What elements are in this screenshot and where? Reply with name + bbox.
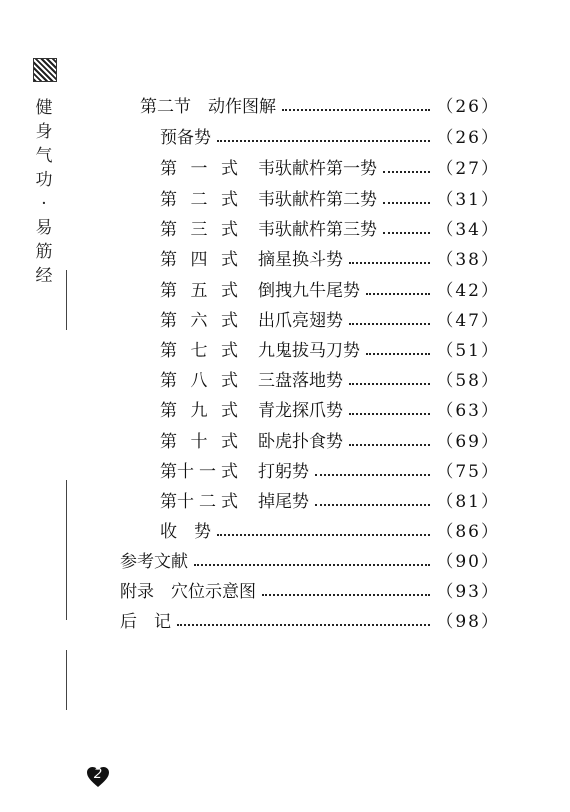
form-name: 三盘落地势 <box>258 371 343 391</box>
toc-page-number: （38） <box>436 250 500 270</box>
dot-leader <box>383 171 430 173</box>
form-name: 出爪亮翅势 <box>258 311 343 331</box>
margin-rule <box>66 270 67 330</box>
dot-leader <box>315 474 430 476</box>
form-number: 第十 一 式 <box>160 462 238 482</box>
toc-page-number: （93） <box>436 582 500 602</box>
toc-page-number: （51） <box>436 341 500 361</box>
dot-leader <box>383 202 430 204</box>
form-number: 第 一 式 <box>160 159 238 179</box>
toc-entry-chapter[interactable] <box>120 580 500 604</box>
toc-entry-form[interactable] <box>160 248 500 272</box>
toc-page-number: （98） <box>436 612 500 632</box>
dot-leader <box>315 504 430 506</box>
toc-page-number: （26） <box>436 97 500 117</box>
toc-page-number: （26） <box>436 128 500 148</box>
margin-rule <box>66 650 67 710</box>
toc-page-number: （90） <box>436 552 500 572</box>
margin-rule <box>66 480 67 620</box>
toc-page-number: （58） <box>436 371 500 391</box>
form-name: 掉尾势 <box>258 492 309 512</box>
form-name: 九鬼拔马刀势 <box>258 341 360 361</box>
form-name: 倒拽九牛尾势 <box>258 281 360 301</box>
toc-page-number: （34） <box>436 220 500 240</box>
dot-leader <box>262 594 430 596</box>
toc-page-number: （86） <box>436 522 500 542</box>
toc-entry-chapter[interactable] <box>120 550 500 574</box>
dot-leader <box>366 353 430 355</box>
toc-page-number: （75） <box>436 462 500 482</box>
toc-entry-form[interactable] <box>160 339 500 363</box>
toc-entry-label: 第二节 动作图解 <box>140 97 276 117</box>
toc-entry-chapter[interactable] <box>120 610 500 634</box>
form-number: 第 四 式 <box>160 250 238 270</box>
dot-leader <box>349 413 430 415</box>
toc-entry-form[interactable] <box>160 490 500 514</box>
toc-entry-form[interactable] <box>160 460 500 484</box>
form-number: 第 十 式 <box>160 432 238 452</box>
toc-entry-form[interactable] <box>160 279 500 303</box>
toc-page-number: （69） <box>436 432 500 452</box>
toc-page-number: （47） <box>436 311 500 331</box>
dot-leader <box>349 323 430 325</box>
running-head-char: 筋 <box>35 242 53 262</box>
form-number: 第 三 式 <box>160 220 238 240</box>
dot-leader <box>383 232 430 234</box>
toc-entry-label: 附录 穴位示意图 <box>120 582 256 602</box>
page-number-badge <box>86 766 110 788</box>
form-name: 韦驮献杵第三势 <box>258 220 377 240</box>
toc-page-number: （27） <box>436 159 500 179</box>
page-number: 2 <box>93 767 103 782</box>
toc-entry-form[interactable] <box>160 157 500 181</box>
toc-entry-label: 收 势 <box>160 522 211 542</box>
running-head-char: 气 <box>35 146 53 166</box>
form-number: 第 九 式 <box>160 401 238 421</box>
running-head-char: 身 <box>35 122 53 142</box>
ornament-icon <box>33 58 57 82</box>
form-number: 第 七 式 <box>160 341 238 361</box>
form-name: 韦驮献杵第一势 <box>258 159 377 179</box>
dot-leader <box>366 293 430 295</box>
toc-entry-label: 后 记 <box>120 612 171 632</box>
running-head-char: 经 <box>35 266 53 286</box>
toc-entry-form[interactable] <box>160 218 500 242</box>
toc-entry[interactable] <box>160 126 500 150</box>
form-name: 韦驮献杵第二势 <box>258 190 377 210</box>
toc-page-number: （63） <box>436 401 500 421</box>
form-number: 第 八 式 <box>160 371 238 391</box>
toc-entry-form[interactable] <box>160 309 500 333</box>
toc-entry-form[interactable] <box>160 399 500 423</box>
form-name: 打躬势 <box>258 462 309 482</box>
toc-entry-label: 参考文献 <box>120 552 188 572</box>
dot-leader <box>177 624 430 626</box>
running-head-char: 功 <box>35 170 53 190</box>
form-name: 摘星换斗势 <box>258 250 343 270</box>
form-number: 第十 二 式 <box>160 492 238 512</box>
running-head-vertical <box>34 96 54 288</box>
dot-leader <box>349 383 430 385</box>
dot-leader <box>282 109 430 111</box>
toc-entry-label: 预备势 <box>160 128 211 148</box>
dot-leader <box>194 564 430 566</box>
toc-page-number: （42） <box>436 281 500 301</box>
dot-leader <box>217 140 430 142</box>
toc-page-number: （81） <box>436 492 500 512</box>
toc-entry-form[interactable] <box>160 430 500 454</box>
running-head-char: · <box>41 194 47 214</box>
toc-entry[interactable] <box>160 520 500 544</box>
toc-entry-section[interactable] <box>140 95 500 119</box>
dot-leader <box>349 262 430 264</box>
form-number: 第 六 式 <box>160 311 238 331</box>
form-number: 第 二 式 <box>160 190 238 210</box>
dot-leader <box>349 444 430 446</box>
form-number: 第 五 式 <box>160 281 238 301</box>
toc-entry-form[interactable] <box>160 188 500 212</box>
running-head-char: 健 <box>35 98 53 118</box>
form-name: 青龙探爪势 <box>258 401 343 421</box>
toc-page-number: （31） <box>436 190 500 210</box>
running-head-char: 易 <box>35 218 53 238</box>
dot-leader <box>217 534 430 536</box>
toc-entry-form[interactable] <box>160 369 500 393</box>
form-name: 卧虎扑食势 <box>258 432 343 452</box>
